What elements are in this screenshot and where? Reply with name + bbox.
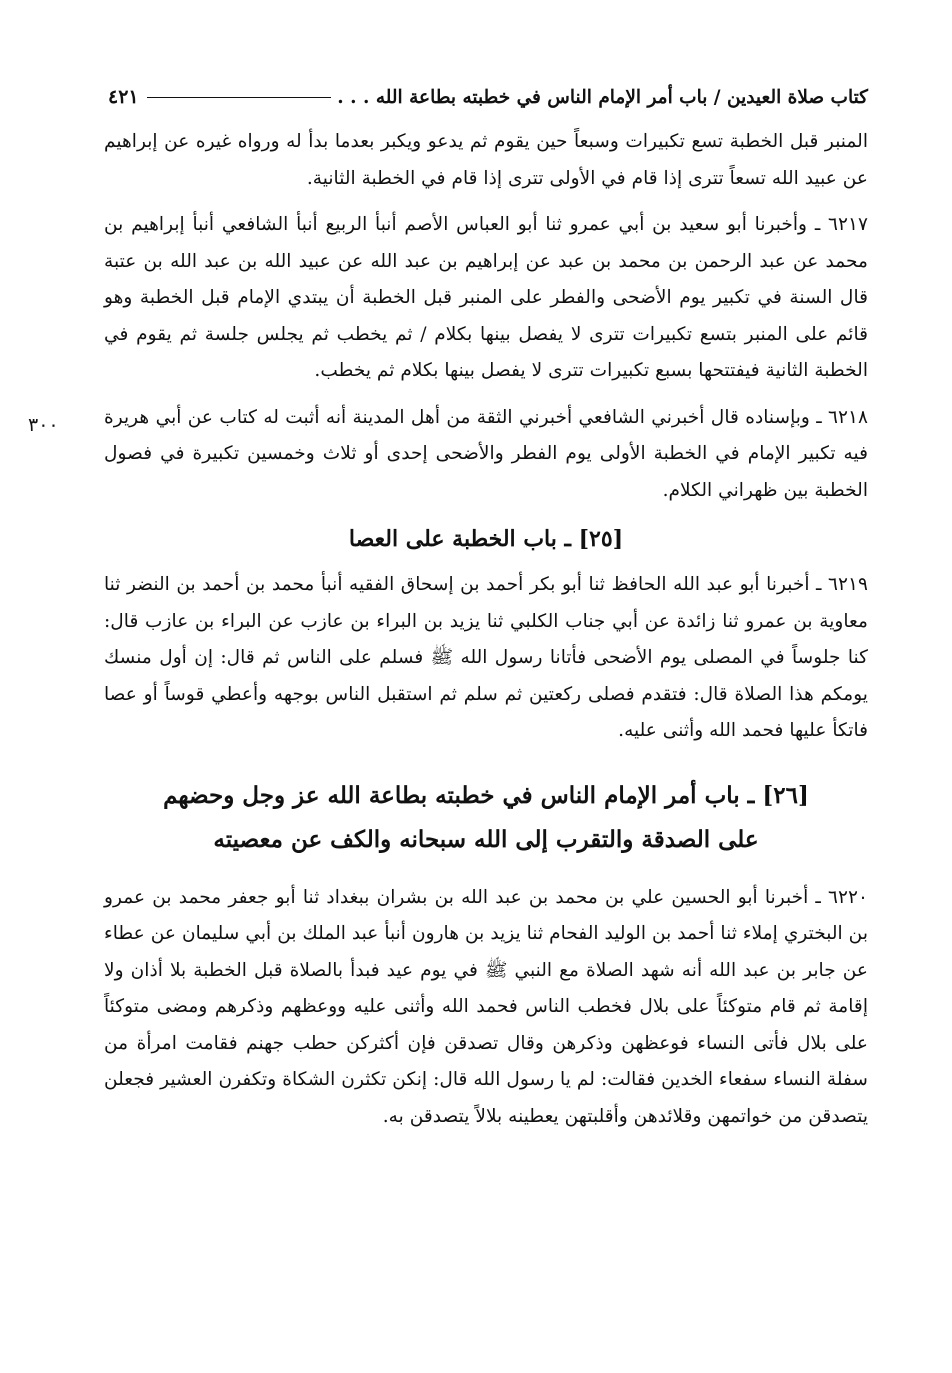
paragraph-continuation: المنبر قبل الخطبة تسع تكبيرات وسبعاً حين يقوم ثم يدعو ويكبر بعدما بدأ له ورواه غيره عن إبراهيم عن عبيد الله تسعاً تترى إذا قام في الأولى تترى إذا قام في الخطبة الثانية. — [104, 131, 868, 189]
page-number: ٤٢١ — [108, 86, 139, 108]
page-header — [108, 80, 868, 114]
running-title: كتاب صلاة العيدين / باب أمر الإمام الناس في خطبته بطاعة الله . . . — [337, 86, 868, 108]
page-body — [104, 124, 868, 1135]
chapter-heading-26 — [104, 774, 868, 862]
chapter-heading-25: [٢٥] ـ باب الخطبة على العصا — [348, 526, 624, 552]
margin-page-reference: ٣٠٠ — [28, 414, 59, 436]
chapter-heading-26-line2: على الصدقة والتقرب إلى الله سبحانه والكف عن معصيته — [213, 825, 759, 853]
hadith-6218: ٦٢١٨ ـ وبإسناده قال أخبرني الشافعي أخبرني الثقة من أهل المدينة أنه أثبت له كتاب عن أبي هريرة فيه تكبير الإمام في الخطبة الأولى يوم الفطر والأضحى إحدى أو ثلاث وخمسين تكبيرة في فصول الخطبة بين ظهراني الكلام. — [104, 406, 868, 501]
header-rule — [147, 97, 332, 98]
chapter-heading-26-line1: [٢٦] ـ باب أمر الإمام الناس في خطبته بطاعة الله عز وجل وحضهم — [163, 781, 809, 809]
hadith-6220: ٦٢٢٠ ـ أخبرنا أبو الحسين علي بن محمد بن عبد الله بن بشران ببغداد ثنا أبو جعفر محمد بن عمرو بن البختري إملاء ثنا أحمد بن الوليد الفحام ثنا يزيد بن هارون أنبأ عبد الملك بن أبي سليمان عن عطاء عن جابر بن عبد الله أنه شهد الصلاة مع النبي ﷺ في يوم عيد فبدأ بالصلاة قبل الخطبة بلا أذان ولا إقامة ثم قام متوكئاً على بلال فخطب الناس فحمد الله وأثنى عليه ووعظهم وذكرهم ومضى متوكئاً على بلال فأتى النساء فوعظهن وذكرهن وقال تصدقن فإن أكثركن حطب جهنم فقامت امرأة من سفلة النساء سفعاء الخدين فقالت: لم يا رسول الله قال: إنكن تكثرن الشكاة وتكفرن العشير فجعلن يتصدقن من خواتمهن وقلائدهن وأقلبتهن يعطينه بلالاً يتصدقن به. — [104, 886, 868, 1127]
hadith-6219: ٦٢١٩ ـ أخبرنا أبو عبد الله الحافظ ثنا أبو بكر أحمد بن إسحاق الفقيه أنبأ محمد بن أحمد بن النضر ثنا معاوية بن عمرو ثنا زائدة عن أبي جناب الكلبي ثنا يزيد بن البراء بن عازب عن البراء بن عازب قال: كنا جلوساً في المصلى يوم الأضحى فأتانا رسول الله ﷺ فسلم على الناس ثم قال: إن أول منسك يومكم هذا الصلاة قال: فتقدم فصلى ركعتين ثم سلم ثم استقبل الناس بوجهه وأعطي قوساً أو عصا فاتكأ عليها فحمد الله وأثنى عليه. — [104, 574, 868, 741]
hadith-6217: ٦٢١٧ ـ وأخبرنا أبو سعيد بن أبي عمرو ثنا أبو العباس الأصم أنبأ الربيع أنبأ الشافعي أنبأ إبراهيم بن محمد عن عبد الرحمن بن محمد بن عبد عن إبراهيم بن عبد الله عن عبيد الله بن عبد الله بن عتبة قال السنة في تكبير يوم الأضحى والفطر على المنبر قبل الخطبة أن يبتدي الإمام قبل الخطبة وهو قائم على المنبر بتسع تكبيرات تترى لا يفصل بينها بكلام / ثم يخطب ثم يجلس جلسة ثم يقوم في الخطبة الثانية فيفتتحها بسبع تكبيرات تترى لا يفصل بينها بكلام ثم يخطب. — [104, 214, 869, 381]
